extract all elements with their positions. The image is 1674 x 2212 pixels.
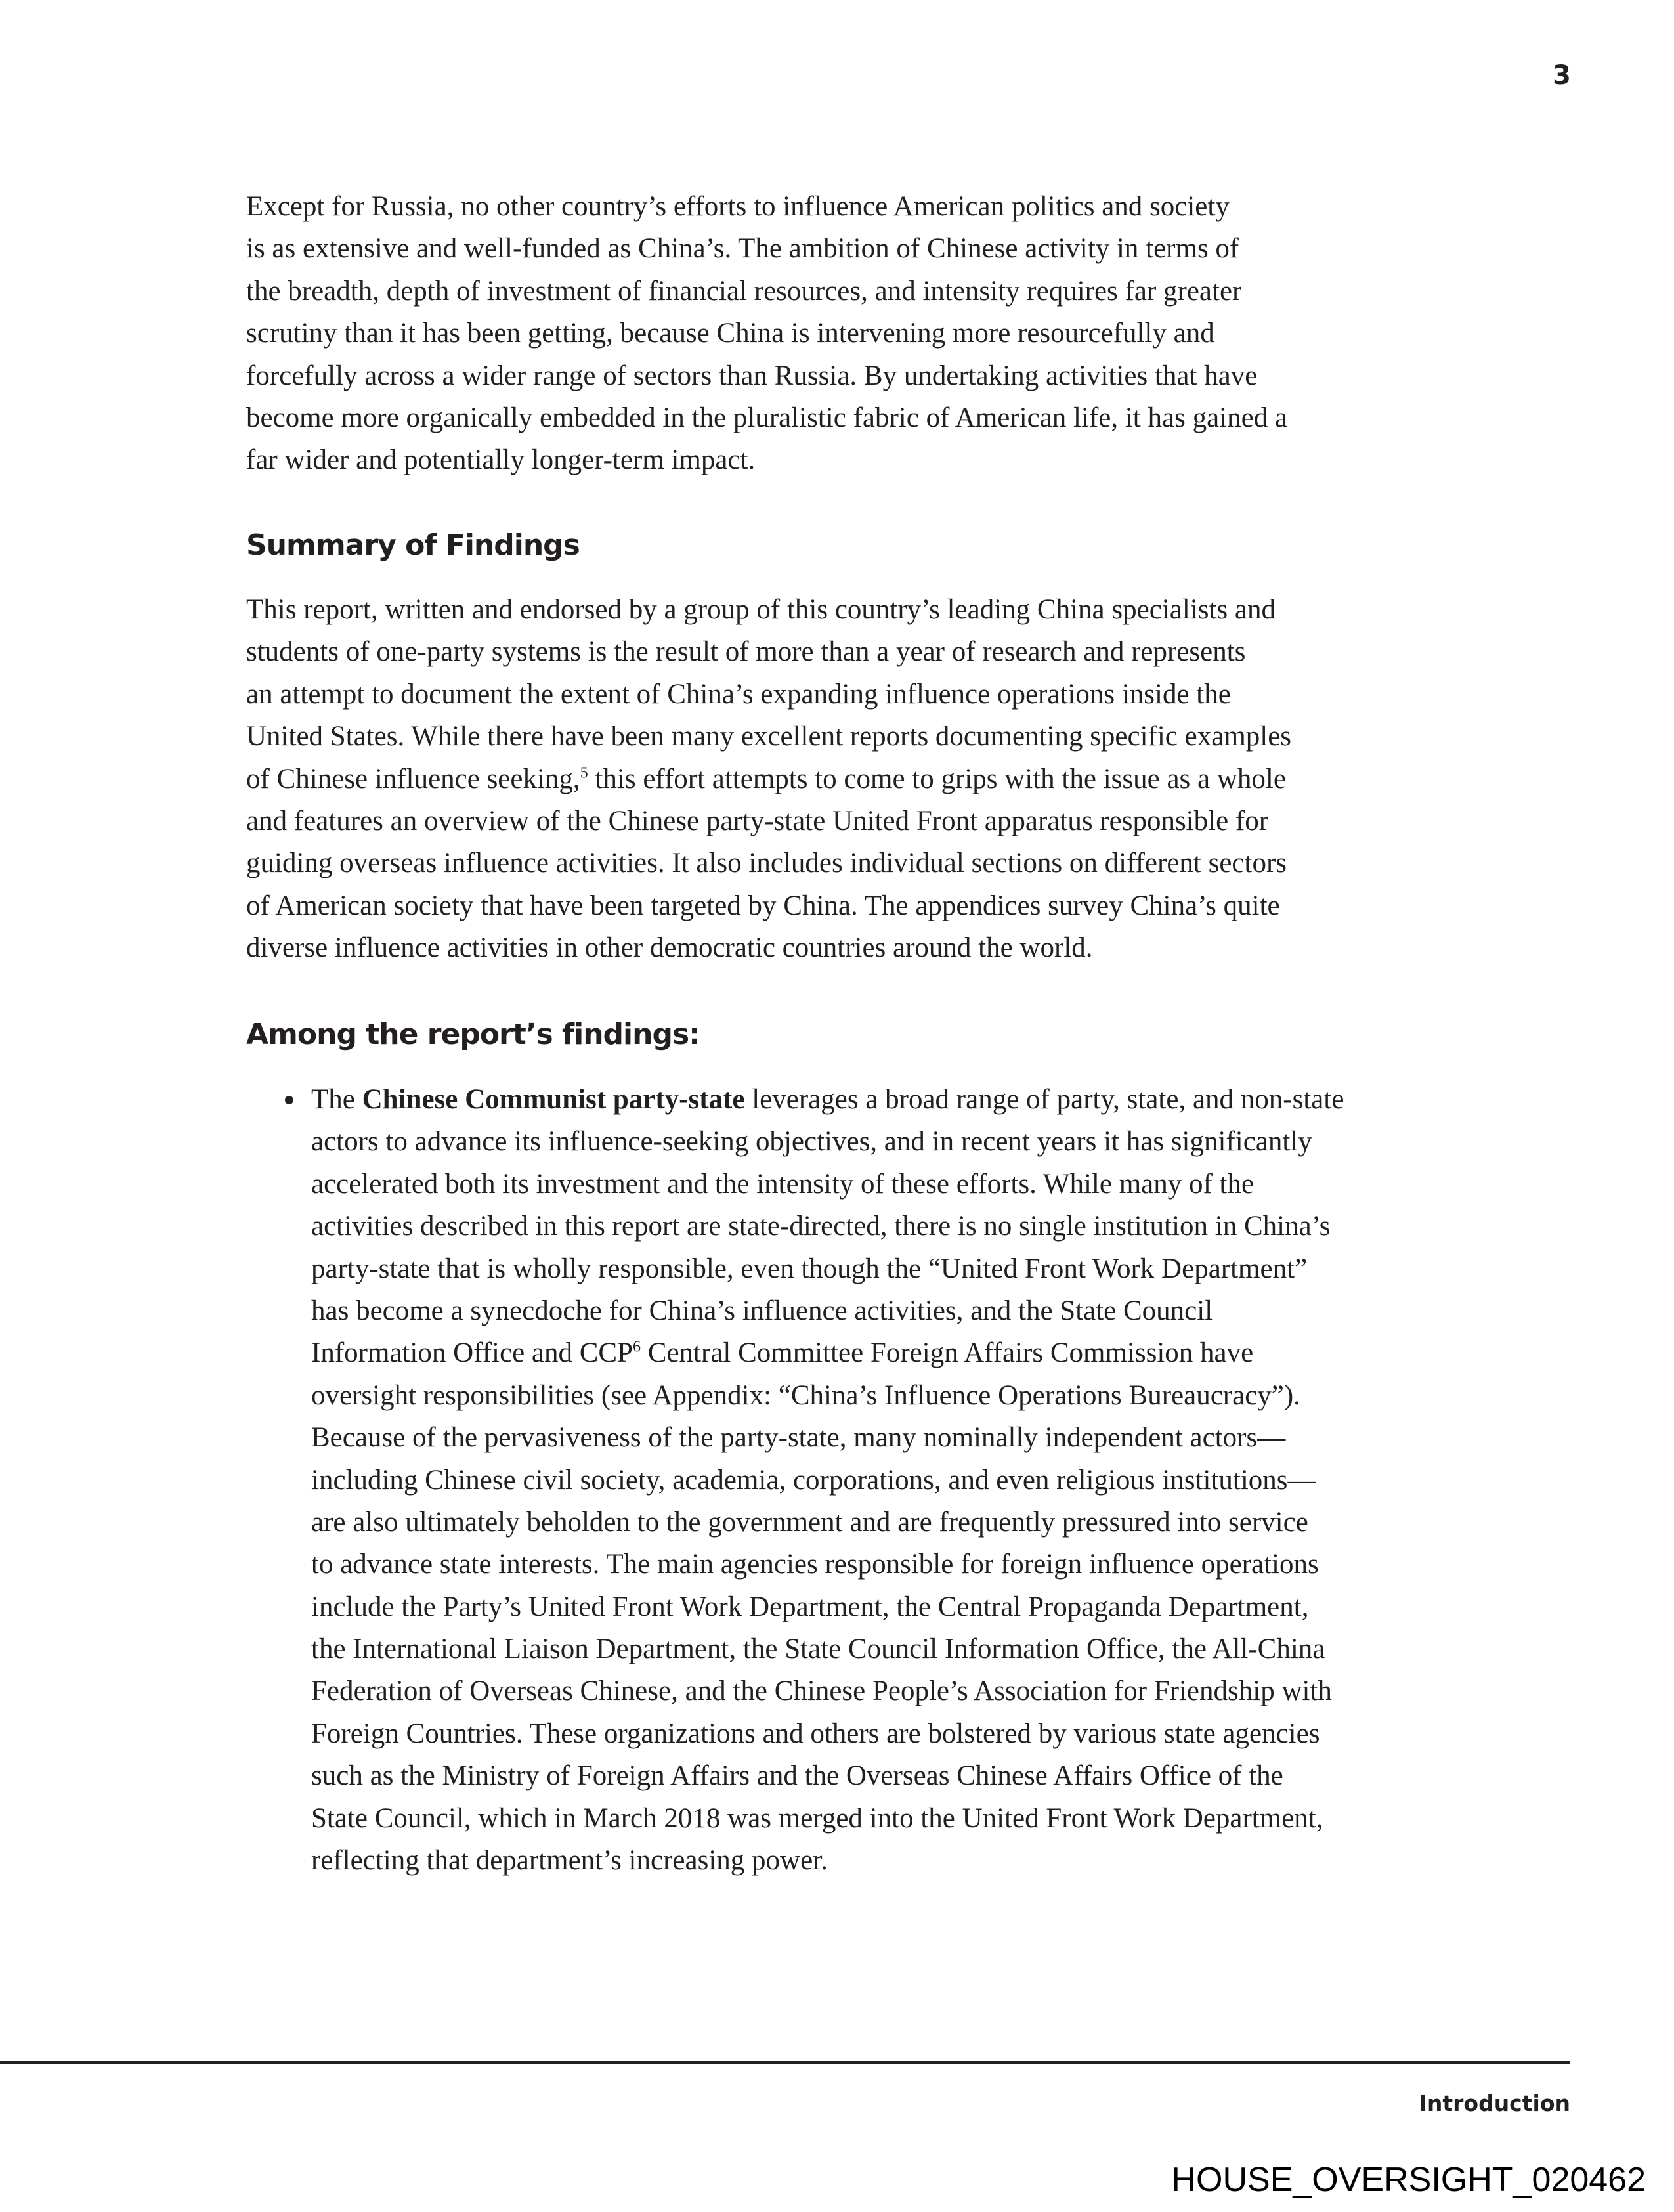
finding-bullet-item — [311, 1079, 1344, 1882]
text-line: scrutiny than it has been getting, because China is intervening more resourcefully and — [246, 318, 1214, 349]
text: this effort attempts to come to grips with the issue as a whole — [588, 763, 1286, 794]
text: leverages a broad range of party, state, and non-state — [744, 1084, 1344, 1115]
text-line: to advance state interests. The main agencies responsible for foreign influence operations — [311, 1549, 1319, 1580]
footnote-ref[interactable]: 6 — [633, 1339, 641, 1356]
text-line: become more organically embedded in the pluralistic fabric of American life, it has gained a — [246, 402, 1288, 433]
text-line: the breadth, depth of investment of financial resources, and intensity requires far greater — [246, 275, 1242, 307]
text-line: and features an overview of the Chinese party-state United Front apparatus responsible for — [246, 805, 1269, 836]
text-line: has become a synecdoche for China’s influence activities, and the State Council — [311, 1295, 1213, 1326]
text-line: guiding overseas influence activities. It also includes individual sections on different sectors — [246, 848, 1287, 879]
footer-section-title: Introduction — [1419, 2091, 1570, 2116]
text-line: of American society that have been targeted by China. The appendices survey China’s quite — [246, 890, 1280, 921]
page-number: 3 — [1553, 60, 1571, 91]
summary-paragraph — [246, 589, 1493, 970]
findings-heading: Among the report’s findings: — [246, 1018, 700, 1051]
bold-term: Chinese Communist party-state — [362, 1084, 745, 1115]
text-line: is as extensive and well-funded as China’s. The ambition of Chinese activity in terms of — [246, 233, 1239, 265]
text-line: United States. While there have been many excellent reports documenting specific examples — [246, 721, 1292, 752]
text-line: Federation of Overseas Chinese, and the Chinese People’s Association for Friendship with — [311, 1676, 1332, 1707]
bullet-icon — [285, 1096, 293, 1104]
text-line: reflecting that department’s increasing power. — [311, 1845, 828, 1876]
text-line — [311, 1079, 1344, 1121]
text-line: the International Liaison Department, the State Council Information Office, the All-China — [311, 1634, 1325, 1665]
text-line: Because of the pervasiveness of the party-state, many nominally independent actors— — [311, 1422, 1286, 1454]
text-line: diverse influence activities in other democratic countries around the world. — [246, 932, 1093, 964]
text-line: This report, written and endorsed by a group of this country’s leading China specialists and — [246, 594, 1276, 625]
text-line: State Council, which in March 2018 was merged into the United Front Work Department, — [311, 1802, 1323, 1834]
footer-divider — [0, 2061, 1570, 2064]
text-line: Except for Russia, no other country’s efforts to influence American politics and society — [246, 191, 1230, 222]
text-line: an attempt to document the extent of China’s expanding influence operations inside the — [246, 678, 1231, 710]
text: Information Office and CCP — [311, 1337, 633, 1369]
text-line: actors to advance its influence-seeking objectives, and in recent years it has significantly — [311, 1126, 1312, 1158]
text-line: forcefully across a wider range of sectors than Russia. By undertaking activities that have — [246, 360, 1258, 391]
text-line — [311, 1332, 1344, 1374]
text-line: include the Party’s United Front Work Department, the Central Propaganda Department, — [311, 1591, 1309, 1622]
text-line: including Chinese civil society, academia, corporations, and even religious institutions— — [311, 1464, 1316, 1496]
text-line: such as the Ministry of Foreign Affairs and the Overseas Chinese Affairs Office of the — [311, 1760, 1283, 1792]
text: Central Committee Foreign Affairs Commission have — [641, 1337, 1254, 1369]
footnote-ref[interactable]: 5 — [580, 764, 588, 782]
text-line: accelerated both its investment and the intensity of these efforts. While many of the — [311, 1168, 1255, 1200]
text-line — [246, 758, 1493, 800]
text-line: oversight responsibilities (see Appendix: “China’s Influence Operations Bureaucracy”). — [311, 1379, 1300, 1411]
text-line: students of one-party systems is the result of more than a year of research and represents — [246, 636, 1246, 668]
text-line: party-state that is wholly responsible, even though the “United Front Work Department” — [311, 1253, 1308, 1284]
text-line: are also ultimately beholden to the government and are frequently pressured into service — [311, 1506, 1308, 1538]
intro-paragraph — [246, 186, 1493, 482]
text-line: activities described in this report are state-directed, there is no single institution in China’s — [311, 1211, 1331, 1242]
text: The — [311, 1084, 362, 1115]
text-line: far wider and potentially longer-term impact. — [246, 445, 756, 476]
text-line: Foreign Countries. These organizations and others are bolstered by various state agencies — [311, 1718, 1320, 1749]
bates-stamp: HOUSE_OVERSIGHT_020462 — [1171, 2161, 1646, 2199]
summary-heading: Summary of Findings — [246, 529, 580, 562]
text: of Chinese influence seeking, — [246, 763, 580, 794]
